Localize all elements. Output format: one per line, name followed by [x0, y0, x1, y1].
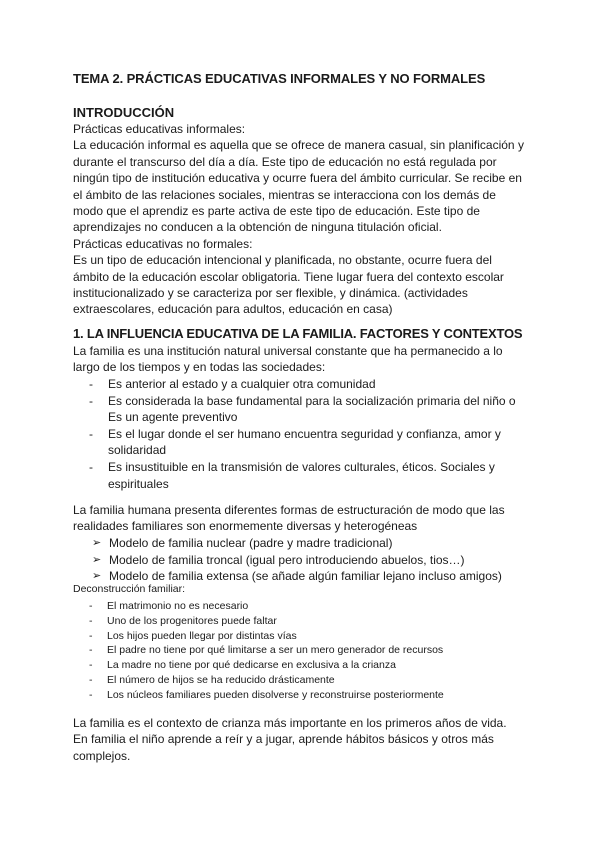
- section-heading: 1. LA INFLUENCIA EDUCATIVA DE LA FAMILIA. FACTORES Y CONTEXTOS: [73, 326, 523, 341]
- family-structure-text: [73, 502, 533, 535]
- list-item: [73, 393, 516, 426]
- text-line: realidades familiares son enormemente diversas y heterogéneas: [73, 519, 418, 534]
- list-item: [73, 376, 516, 393]
- text-line: solidaridad: [108, 443, 167, 458]
- list-item-text: La madre no tiene por qué dedicarse en exclusiva a la crianza: [107, 659, 396, 672]
- list-item-text: Uno de los progenitores puede faltar: [107, 614, 277, 627]
- section-intro-text: [73, 343, 533, 376]
- text-line: espirituales: [108, 476, 169, 491]
- text-line: En familia el niño aprende a reír y a jugar, aprende hábitos básicos y otros más: [73, 732, 494, 747]
- text-line: Prácticas educativas no formales:: [73, 236, 253, 251]
- text-line: Es el lugar donde el ser humano encuentra seguridad y confianza, amor y: [108, 426, 501, 441]
- arrow-bullet-icon: ➢: [92, 537, 102, 549]
- dash-marker: -: [89, 426, 93, 441]
- text-line: institucionalizado y se caracteriza por ser flexible, y dinámica. (actividades: [73, 286, 468, 301]
- dash-marker: -: [89, 629, 93, 642]
- list-item-text: Los núcleos familiares pueden disolverse y reconstruirse posteriormente: [107, 688, 444, 701]
- dash-marker: -: [89, 644, 93, 657]
- deconstruction-label: Deconstrucción familiar:: [73, 583, 186, 595]
- deconstruction-list: [73, 599, 444, 703]
- arrow-bullet-icon: ➢: [92, 553, 102, 566]
- list-item-text: El número de hijos se ha reducido drásticamente: [107, 673, 335, 686]
- closing-text: [73, 715, 533, 764]
- list-item-text: El matrimonio no es necesario: [107, 600, 249, 612]
- text-line: largo de los tiempos y en todas las sociedades:: [73, 360, 326, 375]
- list-item: [73, 673, 444, 688]
- family-models-list: [92, 535, 502, 585]
- list-item: [73, 459, 516, 492]
- text-line: extraescolares, educación para adultos, educación en casa): [73, 302, 393, 317]
- list-item: [73, 658, 444, 673]
- list-item: [73, 643, 444, 658]
- family-traits-list: [73, 376, 516, 492]
- text-line: Es insustituible en la transmisión de valores culturales, éticos. Sociales y: [108, 459, 495, 474]
- list-item-text: Modelo de familia extensa (se añade algún familiar lejano incluso amigos): [109, 569, 502, 584]
- dash-marker: -: [89, 659, 93, 672]
- text-line: ámbito de la educación escolar obligatoria. Tiene lugar fuera del contexto escolar: [73, 269, 504, 284]
- dash-marker: -: [89, 600, 93, 612]
- text-line: complejos.: [73, 748, 131, 763]
- text-line: Es anterior al estado y a cualquier otra comunidad: [108, 377, 376, 391]
- dash-marker: -: [89, 459, 93, 474]
- text-line: el ámbito de las relaciones sociales, mientras se interacciona con los demás de: [73, 187, 496, 202]
- text-line: Es un tipo de educación intencional y planificada, no obstante, ocurre fuera del: [73, 253, 492, 268]
- list-item-text: Los hijos pueden llegar por distintas vías: [107, 629, 297, 642]
- dash-marker: -: [89, 688, 93, 701]
- text-line: Es considerada la base fundamental para la socialización primaria del niño o: [108, 393, 516, 408]
- dash-marker: -: [89, 673, 93, 686]
- text-line: aprendizajes no conducen a la obtención de ninguna titulación oficial.: [73, 220, 442, 235]
- list-item: [73, 688, 444, 703]
- text-line: modo que el aprendiz es parte activa de este tipo de educación. Este tipo de: [73, 204, 480, 219]
- text-line: ningún tipo de institución educativa y ocurre fuera del ámbito curricular. Se recibe en: [73, 171, 522, 186]
- list-item: [73, 629, 444, 644]
- list-item-text: Modelo de familia troncal (igual pero introduciendo abuelos, tios…): [109, 552, 465, 567]
- list-item: [73, 599, 444, 614]
- list-item: [92, 535, 502, 552]
- text-line: La familia es el contexto de crianza más importante en los primeros años de vida.: [73, 716, 507, 730]
- text-line: La familia es una institución natural universal constante que ha permanecido a lo: [73, 344, 503, 358]
- list-item: [73, 426, 516, 459]
- intro-text: [73, 121, 533, 318]
- list-item: [73, 614, 444, 629]
- text-line: durante el transcurso del día a día. Este tipo de educación no está regulada por: [73, 154, 497, 169]
- list-item: [92, 552, 502, 569]
- text-line: Prácticas educativas informales:: [73, 122, 246, 136]
- arrow-bullet-icon: ➢: [92, 570, 102, 583]
- text-line: Es un agente preventivo: [108, 410, 238, 425]
- dash-marker: -: [89, 393, 93, 408]
- list-item-text: Modelo de familia nuclear (padre y madre tradicional): [109, 536, 393, 550]
- text-line: La familia humana presenta diferentes formas de estructuración de modo que las: [73, 503, 505, 517]
- list-item-text: El padre no tiene por qué limitarse a ser un mero generador de recursos: [107, 644, 444, 657]
- document-title: TEMA 2. PRÁCTICAS EDUCATIVAS INFORMALES Y NO FORMALES: [73, 71, 486, 86]
- dash-marker: -: [89, 377, 93, 391]
- intro-heading: INTRODUCCIÓN: [73, 105, 175, 120]
- text-line: La educación informal es aquella que se ofrece de manera casual, sin planificación y: [73, 138, 524, 153]
- dash-marker: -: [89, 614, 93, 627]
